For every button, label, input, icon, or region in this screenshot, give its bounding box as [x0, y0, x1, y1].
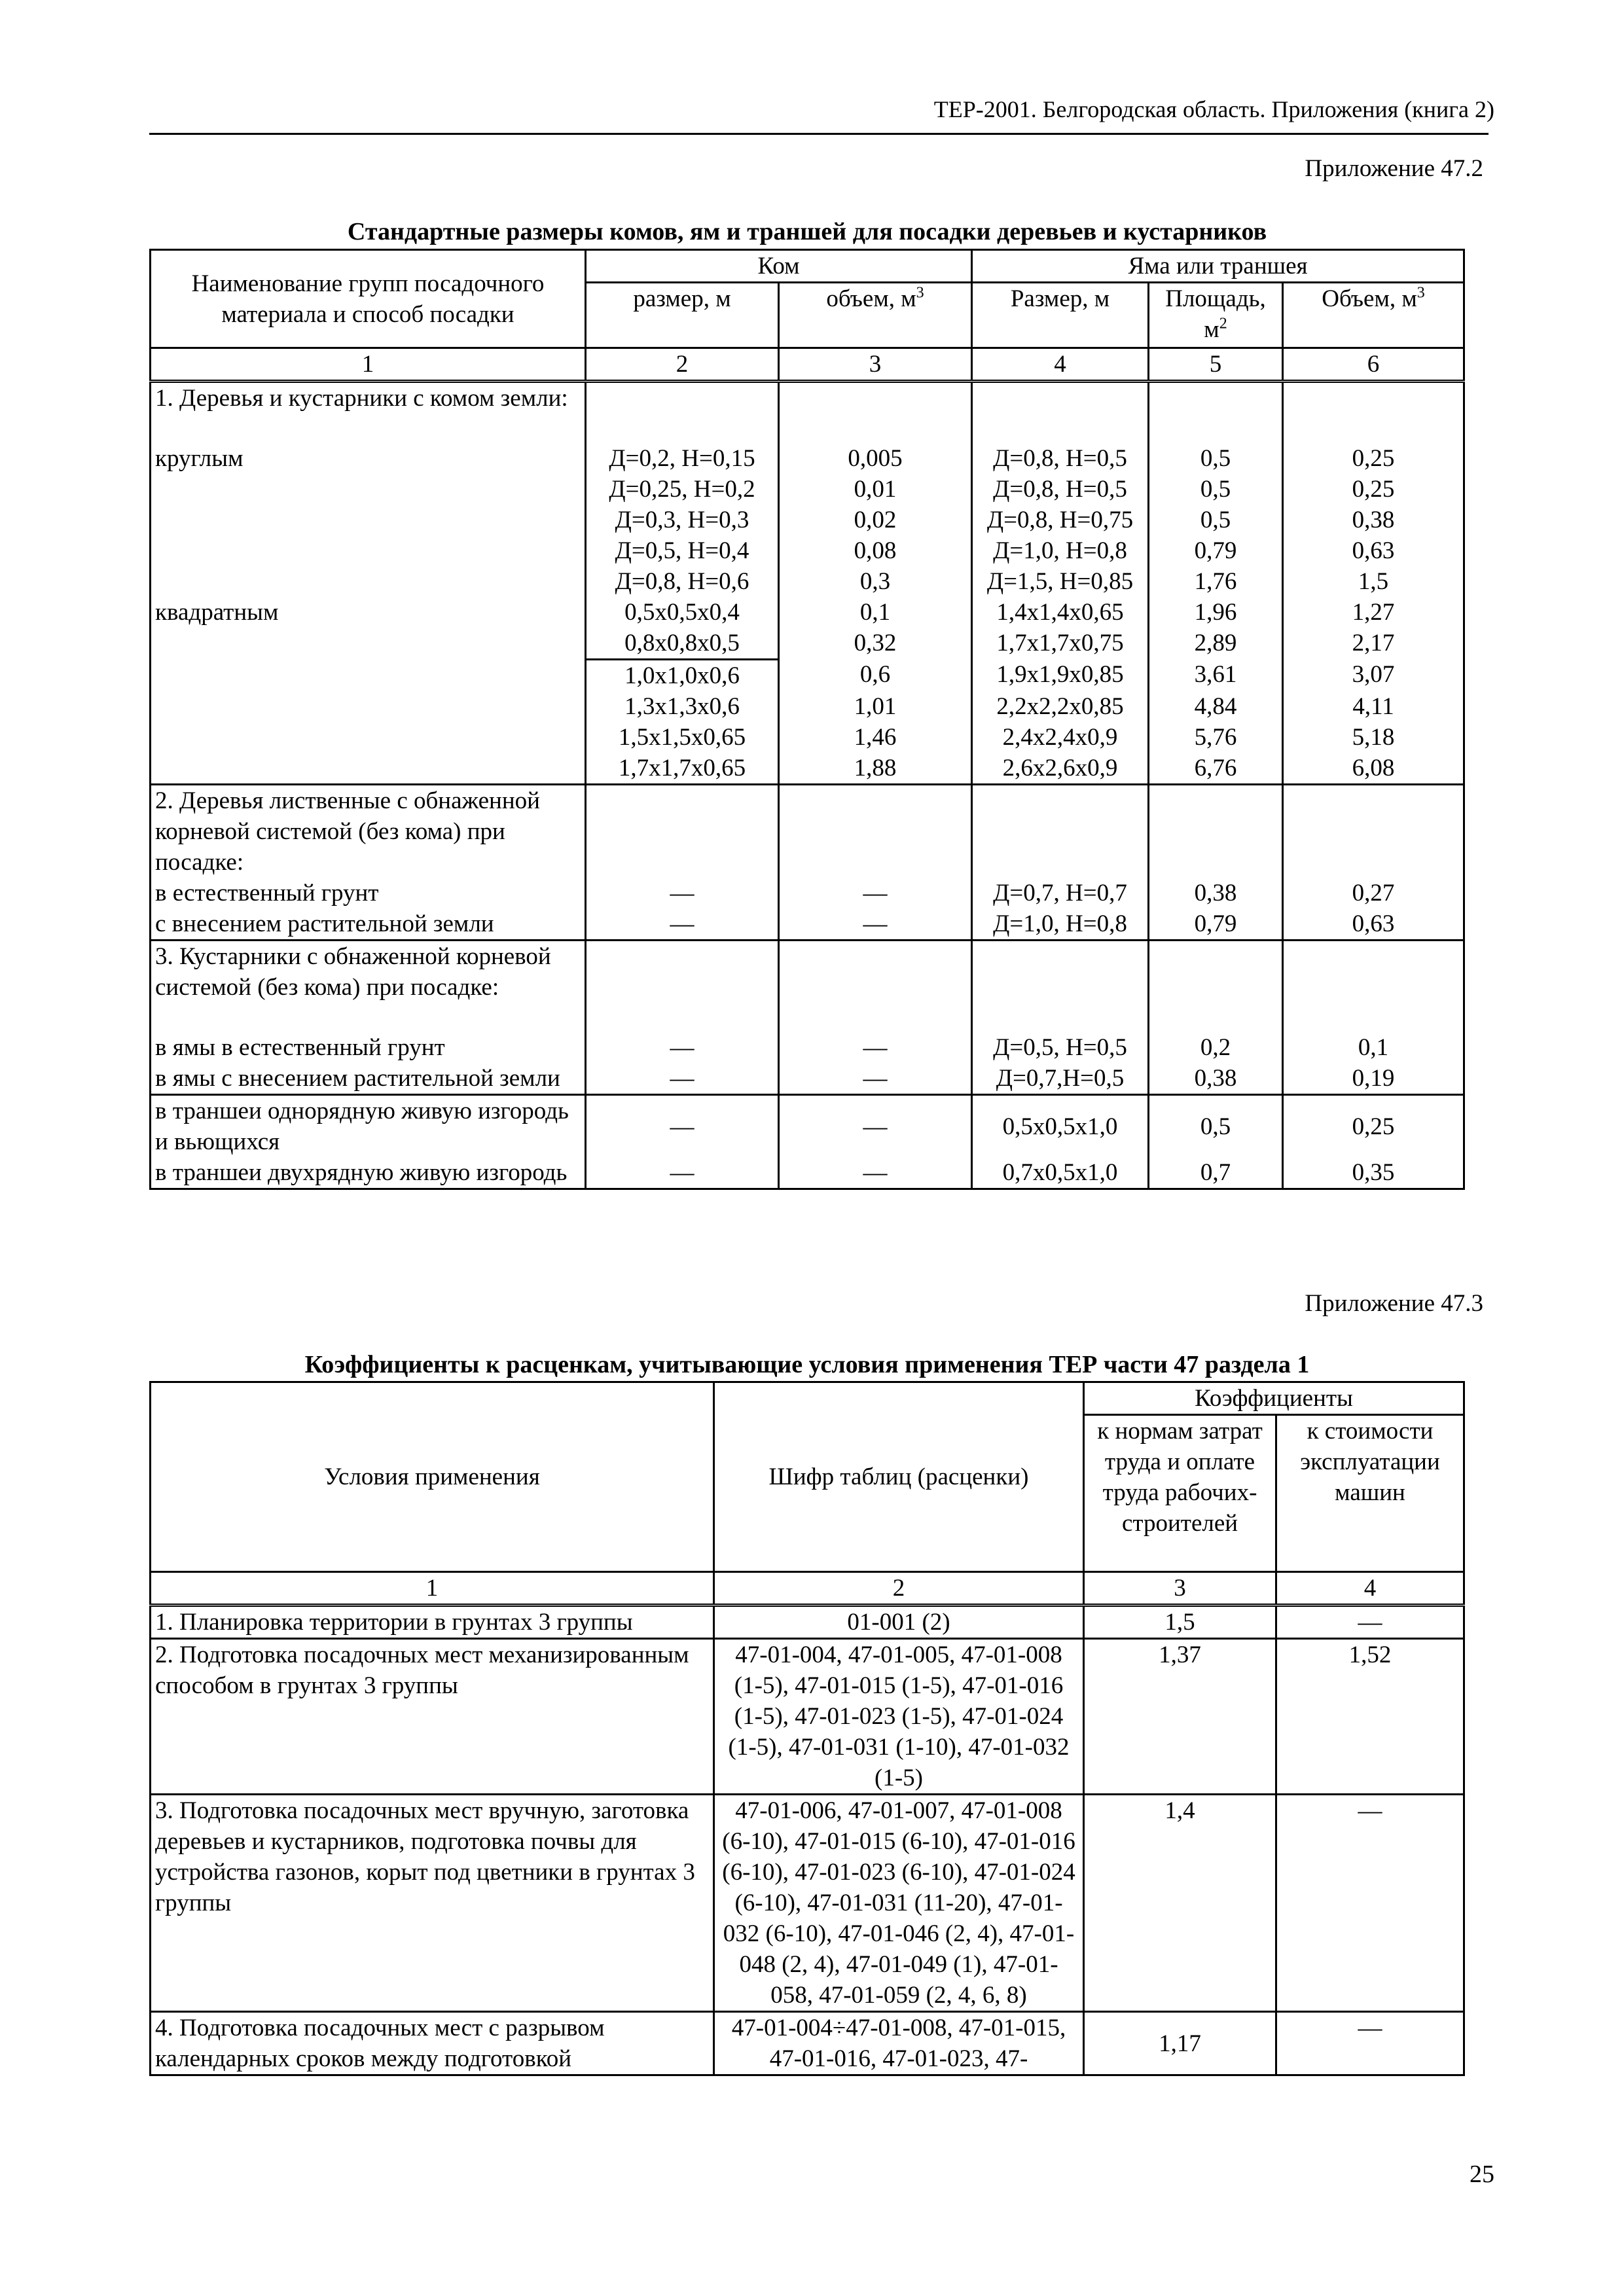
table-cell: 0,6	[779, 659, 972, 691]
empty-cell	[151, 535, 586, 566]
head-cipher: Шифр таблиц (расценки)	[714, 1382, 1084, 1572]
table-cell: 0,5х0,5х0,4	[586, 597, 779, 628]
table-row	[151, 535, 1464, 566]
table-row	[151, 753, 1464, 785]
colnum: 1	[151, 348, 586, 382]
table-cell: 0,35	[1283, 1157, 1464, 1189]
table-cell: 0,7х0,5х1,0	[972, 1157, 1149, 1189]
table-row	[151, 1063, 1464, 1095]
table-cell: 0,08	[779, 535, 972, 566]
table-cell: Д=0,7,Н=0,5	[972, 1063, 1149, 1095]
table-cell: 0,19	[1283, 1063, 1464, 1095]
table-row	[151, 1605, 1464, 1639]
head-kom: Ком	[586, 250, 972, 283]
table-cell: 47-01-004, 47-01-005, 47-01-008 (1-5), 47-01-015 (1-5), 47-01-016 (1-5), 47-01-023 (1-5), 47-01-024 (1-5), 47-01-031 (1-10), 47-01-032 (1-5)	[714, 1639, 1084, 1795]
empty-cell	[151, 505, 586, 535]
head-volume2	[1283, 283, 1464, 348]
table-cell: 1,9х1,9х0,85	[972, 659, 1149, 691]
table-cell: 6,76	[1149, 753, 1283, 785]
table-cell: 0,1	[779, 597, 972, 628]
table-cell: 1,4х1,4х0,65	[972, 597, 1149, 628]
colnum: 1	[151, 1572, 714, 1605]
empty-cell	[1149, 940, 1283, 1032]
table-cell: —	[1276, 2012, 1464, 2075]
head-machines: к стоимости эксплуатации машин	[1276, 1415, 1464, 1572]
empty-cell	[586, 940, 779, 1032]
empty-cell	[972, 784, 1149, 878]
group-title: 3. Кустарники с обнаженной корневой системой (без кома) при посадке:	[151, 940, 586, 1032]
colnum: 4	[1276, 1572, 1464, 1605]
table-cell: —	[1276, 1795, 1464, 2012]
colnum: 6	[1283, 348, 1464, 382]
table-cell: 3. Подготовка посадочных мест вручную, заготовка деревьев и кустарников, подготовка почвы для устройства газонов, корыт под цветники в грунтах 3 группы	[151, 1795, 714, 2012]
table-cell: 0,02	[779, 505, 972, 535]
table-row	[151, 1795, 1464, 2012]
table-row	[151, 628, 1464, 660]
table-cell: 1,7х1,7х0,65	[586, 753, 779, 785]
head-conditions: Условия применения	[151, 1382, 714, 1572]
table-cell: —	[779, 878, 972, 908]
table-cell: 0,8х0,8х0,5	[586, 628, 779, 660]
table-cell: 2,89	[1149, 628, 1283, 660]
table-row	[151, 443, 1464, 474]
table-cell: 1,3х1,3х0,6	[586, 691, 779, 722]
row-label: круглым	[151, 443, 586, 474]
table-cell: в траншеи двухрядную живую изгородь	[151, 1157, 586, 1189]
table-cell: 1. Планировка территории в грунтах 3 группы	[151, 1605, 714, 1639]
header-text-part: 2	[1219, 315, 1227, 332]
empty-cell	[151, 691, 586, 722]
empty-cell	[779, 784, 972, 878]
page-number: 25	[1470, 2161, 1494, 2188]
table-cell: 1,37	[1084, 1639, 1276, 1795]
table-cell: 1,5	[1084, 1605, 1276, 1639]
head-volume	[779, 283, 972, 348]
empty-cell	[586, 784, 779, 878]
table-cell: —	[1276, 1605, 1464, 1639]
table-cell: —	[779, 1095, 972, 1158]
table-cell: 1,96	[1149, 597, 1283, 628]
running-header: ТЕР-2001. Белгородская область. Приложения (книга 2)	[933, 96, 1494, 122]
colnum: 4	[972, 348, 1149, 382]
table-cell: 4. Подготовка посадочных мест с разрывом календарных сроков между подготовкой	[151, 2012, 714, 2075]
group-title: 2. Деревья лиственные с обнаженной корневой системой (без кома) при посадке:	[151, 784, 586, 878]
table-row	[151, 474, 1464, 505]
table-cell: 0,5	[1149, 474, 1283, 505]
sizes-table	[149, 249, 1465, 1190]
table-cell: Д=0,7, Н=0,7	[972, 878, 1149, 908]
head-yama: Яма или траншея	[972, 250, 1464, 283]
table-cell: 1,7х1,7х0,75	[972, 628, 1149, 660]
head-area	[1149, 283, 1283, 348]
table-cell: 1,4	[1084, 1795, 1276, 2012]
table-title: Стандартные размеры комов, ям и траншей для посадки деревьев и кустарников	[347, 218, 1267, 245]
table-cell: 6,08	[1283, 753, 1464, 785]
table-cell: 2,6х2,6х0,9	[972, 753, 1149, 785]
table-cell: Д=1,5, Н=0,85	[972, 566, 1149, 597]
empty-cell	[1283, 382, 1464, 443]
table-cell: 0,79	[1149, 908, 1283, 941]
table-cell: 0,01	[779, 474, 972, 505]
table-cell: 0,5х0,5х1,0	[972, 1095, 1149, 1158]
empty-cell	[972, 382, 1149, 443]
table-cell: 5,18	[1283, 722, 1464, 753]
table-title: Коэффициенты к расценкам, учитывающие условия применения ТЕР части 47 раздела 1	[304, 1351, 1310, 1378]
table-cell: в траншеи однорядную живую изгородь и вьющихся	[151, 1095, 586, 1158]
table-cell: 0,32	[779, 628, 972, 660]
table-cell: 47-01-004÷47-01-008, 47-01-015, 47-01-016, 47-01-023, 47-	[714, 2012, 1084, 2075]
table-cell: 0,5	[1149, 443, 1283, 474]
table-cell: Д=1,0, Н=0,8	[972, 535, 1149, 566]
empty-cell	[1283, 784, 1464, 878]
table-cell: 0,005	[779, 443, 972, 474]
group-title: 1. Деревья и кустарники с комом земли:	[151, 382, 586, 443]
table-cell: 5,76	[1149, 722, 1283, 753]
empty-cell	[1283, 940, 1464, 1032]
table-cell: в ямы в естественный грунт	[151, 1032, 586, 1063]
table-cell: —	[779, 908, 972, 941]
table-row	[151, 566, 1464, 597]
table-row	[151, 505, 1464, 535]
table-cell: 01-001 (2)	[714, 1605, 1084, 1639]
table-cell: —	[586, 878, 779, 908]
table-cell: —	[779, 1032, 972, 1063]
colnum: 3	[1084, 1572, 1276, 1605]
table-row	[151, 659, 1464, 691]
table-cell: 1,52	[1276, 1639, 1464, 1795]
table-cell: —	[779, 1157, 972, 1189]
table-cell: в естественный грунт	[151, 878, 586, 908]
table-cell: Д=0,8, Н=0,5	[972, 474, 1149, 505]
table-cell: 1,27	[1283, 597, 1464, 628]
appendix-label: Приложение 47.2	[1305, 155, 1483, 182]
table-cell: 3,61	[1149, 659, 1283, 691]
empty-cell	[972, 940, 1149, 1032]
table-cell: 0,38	[1283, 505, 1464, 535]
table-cell: Д=0,8, Н=0,6	[586, 566, 779, 597]
table-cell: 0,25	[1283, 474, 1464, 505]
table-cell: в ямы с внесением растительной земли	[151, 1063, 586, 1095]
table-cell: 0,25	[1283, 443, 1464, 474]
header-rule	[149, 133, 1489, 135]
table-cell: 1,88	[779, 753, 972, 785]
table-cell: 0,38	[1149, 1063, 1283, 1095]
table-cell: 0,2	[1149, 1032, 1283, 1063]
table-cell: 0,25	[1283, 1095, 1464, 1158]
empty-cell	[779, 940, 972, 1032]
coefficients-table	[149, 1381, 1465, 2076]
table-cell: 4,84	[1149, 691, 1283, 722]
header-text-part: объем, м	[826, 285, 916, 312]
colnum: 5	[1149, 348, 1283, 382]
header-text-part: 3	[916, 284, 924, 302]
table-cell: 4,11	[1283, 691, 1464, 722]
colnum: 3	[779, 348, 972, 382]
colnum: 2	[714, 1572, 1084, 1605]
table-cell: 0,7	[1149, 1157, 1283, 1189]
empty-cell	[151, 753, 586, 785]
table-cell: —	[586, 1095, 779, 1158]
table-row	[151, 1639, 1464, 1795]
table-cell: Д=0,8, Н=0,5	[972, 443, 1149, 474]
table-cell: 0,5	[1149, 505, 1283, 535]
empty-cell	[151, 474, 586, 505]
table-cell: 0,3	[779, 566, 972, 597]
table-cell: Д=0,8, Н=0,75	[972, 505, 1149, 535]
table-cell: 1,0х1,0х0,6	[586, 659, 779, 691]
empty-cell	[151, 566, 586, 597]
table-cell: —	[586, 1157, 779, 1189]
table-cell: 1,46	[779, 722, 972, 753]
empty-cell	[1149, 784, 1283, 878]
table-cell: Д=0,2, Н=0,15	[586, 443, 779, 474]
header-text-part: Объем, м	[1322, 285, 1417, 312]
table-row	[151, 1032, 1464, 1063]
table-row	[151, 691, 1464, 722]
head-labor: к нормам затрат труда и оплате труда рабочих-строителей	[1084, 1415, 1276, 1572]
table-cell: 47-01-006, 47-01-007, 47-01-008 (6-10), 47-01-015 (6-10), 47-01-016 (6-10), 47-01-023 (6-10), 47-01-024 (6-10), 47-01-031 (11-20), 47-01-032 (6-10), 47-01-046 (2, 4), 47-01-048 (2, 4), 47-01-049 (1), 47-01-058, 47-01-059 (2, 4, 6, 8)	[714, 1795, 1084, 2012]
head-size: размер, м	[586, 283, 779, 348]
table-cell: 0,63	[1283, 535, 1464, 566]
table-cell: 2. Подготовка посадочных мест механизированным способом в грунтах 3 группы	[151, 1639, 714, 1795]
table-cell: 0,1	[1283, 1032, 1464, 1063]
table-cell: Д=0,5, Н=0,4	[586, 535, 779, 566]
table-cell: 2,2х2,2х0,85	[972, 691, 1149, 722]
table-cell: 2,4х2,4х0,9	[972, 722, 1149, 753]
table-cell: Д=1,0, Н=0,8	[972, 908, 1149, 941]
empty-cell	[151, 628, 586, 660]
table-cell: 0,79	[1149, 535, 1283, 566]
table-cell: 2,17	[1283, 628, 1464, 660]
table-cell: 0,63	[1283, 908, 1464, 941]
table-row	[151, 878, 1464, 908]
table-row	[151, 908, 1464, 941]
table-cell: 1,5х1,5х0,65	[586, 722, 779, 753]
table-row	[151, 722, 1464, 753]
table-cell: —	[586, 1032, 779, 1063]
table-cell: Д=0,25, Н=0,2	[586, 474, 779, 505]
empty-cell	[151, 722, 586, 753]
table-cell: 1,76	[1149, 566, 1283, 597]
table-cell: 0,5	[1149, 1095, 1283, 1158]
table-row	[151, 2012, 1464, 2075]
table-row	[151, 597, 1464, 628]
table-row	[151, 1095, 1464, 1158]
table-cell: 1,01	[779, 691, 972, 722]
colnum: 2	[586, 348, 779, 382]
table-cell: 0,38	[1149, 878, 1283, 908]
empty-cell	[586, 382, 779, 443]
table-cell: 3,07	[1283, 659, 1464, 691]
table-row	[151, 1157, 1464, 1189]
table-cell: 0,27	[1283, 878, 1464, 908]
table-cell: —	[586, 908, 779, 941]
table-cell: Д=0,3, Н=0,3	[586, 505, 779, 535]
empty-cell	[779, 382, 972, 443]
row-label: квадратным	[151, 597, 586, 628]
header-text-part: Площадь, м	[1165, 285, 1266, 343]
appendix-label: Приложение 47.3	[1305, 1290, 1483, 1317]
table-cell: 1,5	[1283, 566, 1464, 597]
head-coefs: Коэффициенты	[1084, 1382, 1464, 1415]
table-cell: с внесением растительной земли	[151, 908, 586, 941]
head-name: Наименование групп посадочного материала и способ посадки	[151, 250, 586, 348]
empty-cell	[151, 659, 586, 691]
table-cell: —	[586, 1063, 779, 1095]
table-cell: 1,17	[1084, 2012, 1276, 2075]
table-cell: Д=0,5, Н=0,5	[972, 1032, 1149, 1063]
head-size2: Размер, м	[972, 283, 1149, 348]
header-text-part: 3	[1416, 284, 1425, 302]
table-cell: —	[779, 1063, 972, 1095]
empty-cell	[1149, 382, 1283, 443]
